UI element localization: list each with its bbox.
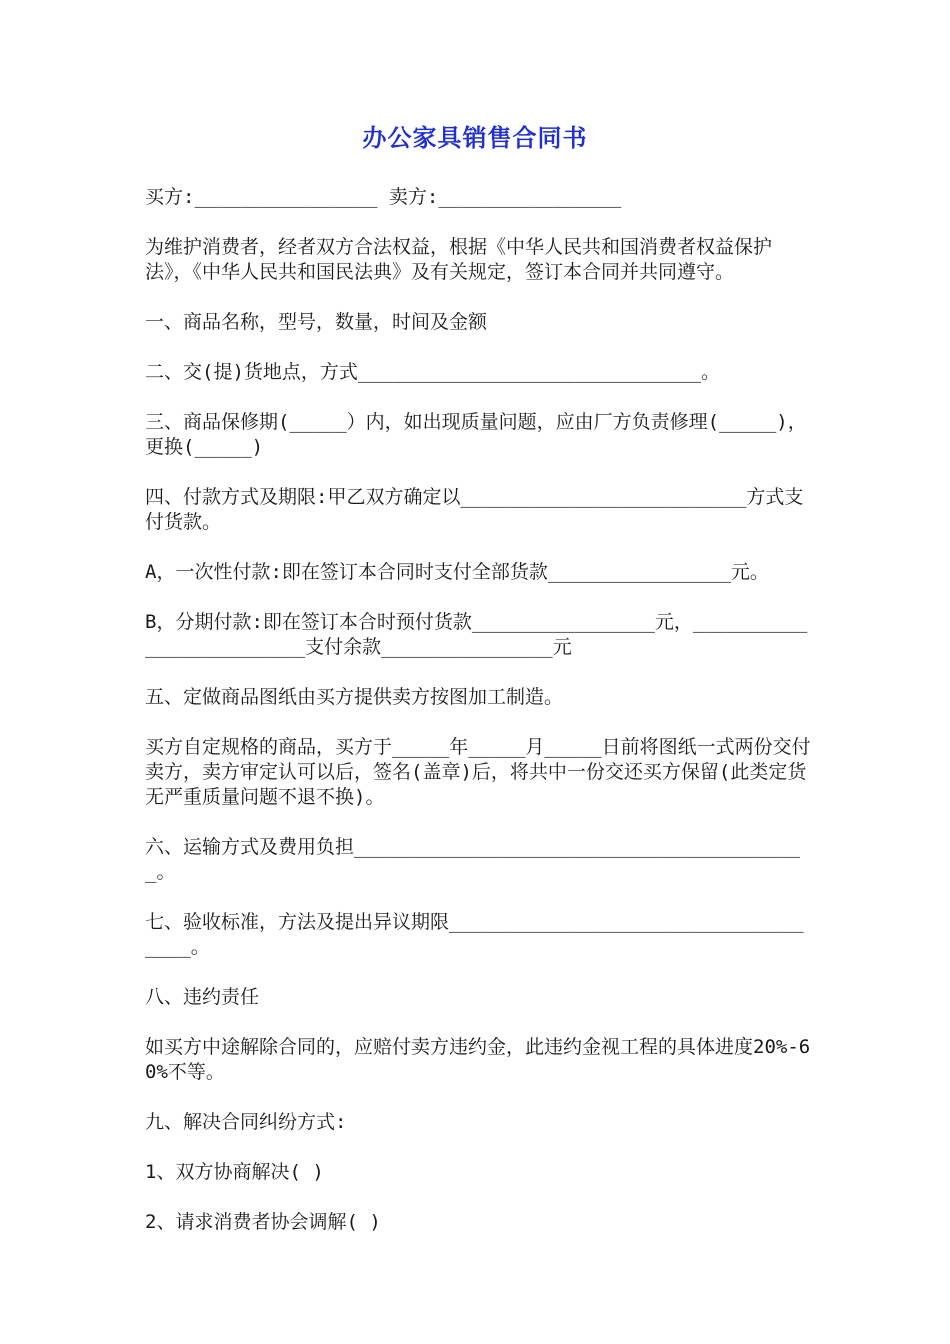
clause-6: 六、运输方式及费用负担________________________________________。 — [145, 836, 801, 883]
clause-9-option-1: 1、双方协商解决( ) — [145, 1161, 324, 1183]
clause-1: 一、商品名称，型号，数量，时间及金额 — [145, 311, 488, 333]
clause-4-option-a: A，一次性付款:即在签订本合同时支付全部货款________________元。 — [145, 561, 769, 583]
clause-5-detail: 买方自定规格的商品，买方于_____年_____月_____日前将图纸一式两份交付卖方，卖方审定认可以后，签名(盖章)后，将共中一份交还买方保留(此类定货无严重质量问题不退不换)。 — [145, 736, 811, 808]
clause-7: 七、验收标准，方法及提出异议期限___________________________________。 — [145, 911, 804, 958]
clause-9-option-2: 2、请求消费者协会调解( ) — [145, 1211, 381, 1233]
clause-4: 四、付款方式及期限:甲乙双方确定以_________________________方式支付货款。 — [145, 486, 804, 533]
clause-5: 五、定做商品图纸由买方提供卖方按图加工制造。 — [145, 686, 564, 708]
parties-line: 买方:________________ 卖方:________________ — [145, 186, 622, 208]
clause-9: 九、解决合同纠纷方式: — [145, 1111, 347, 1133]
clause-8: 八、违约责任 — [145, 986, 260, 1008]
clause-8-detail: 如买方中途解除合同的，应赔付卖方违约金，此违约金视工程的具体进度20%-60%不等。 — [145, 1036, 811, 1083]
clause-2: 二、交(提)货地点，方式______________________________。 — [145, 361, 721, 383]
document-body — [145, 185, 815, 1260]
clause-4-option-b: B，分期付款:即在签订本合时预付货款________________元，________________________支付余款_______________元 — [145, 611, 808, 658]
document-title: 办公家具销售合同书 — [362, 124, 588, 152]
clause-3: 三、商品保修期(_____）内，如出现质量问题，应由厂方负责修理(_____)，更换(_____) — [145, 411, 807, 458]
preamble-paragraph: 为维护消费者，经者双方合法权益，根据《中华人民共和国消费者权益保护法》，《中华人民共和国民法典》及有关规定，签订本合同并共同遵守。 — [145, 236, 773, 283]
